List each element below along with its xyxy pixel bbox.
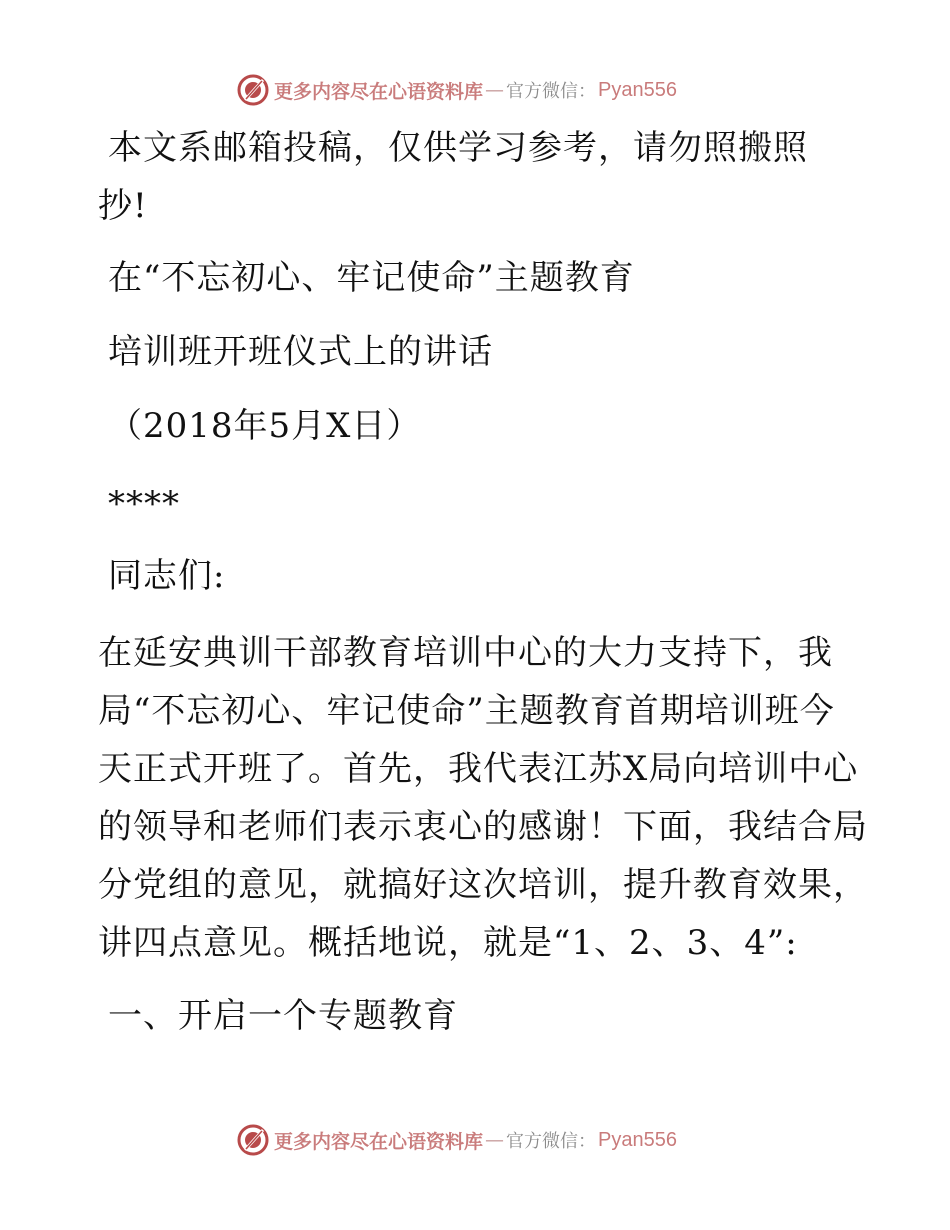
body-line: 的领导和老师们表示衷心的感谢！下面，我结合局 bbox=[98, 807, 868, 847]
body-line: 分党组的意见，就搞好这次培训，提升教育效果， bbox=[98, 865, 868, 905]
date-line: （2018年5月X日） bbox=[108, 406, 422, 446]
body-line: 讲四点意见。概括地说，就是“1、2、3、4”: bbox=[98, 923, 798, 963]
notice-line-2: 抄! bbox=[98, 186, 148, 226]
watermark-account: Pyan556 bbox=[598, 1128, 677, 1151]
title-line-2: 培训班开班仪式上的讲话 bbox=[108, 332, 493, 372]
watermark-dash: — bbox=[485, 79, 505, 101]
notice-line-1: 本文系邮箱投稿，仅供学习参考，请勿照搬照 bbox=[108, 128, 808, 168]
body-line: 天正式开班了。首先，我代表江苏X局向培训中心 bbox=[98, 749, 859, 789]
section-heading: 一、开启一个专题教育 bbox=[108, 996, 458, 1036]
body-paragraph bbox=[98, 624, 868, 972]
watermark-label: 官方微信： bbox=[506, 1131, 597, 1152]
watermark-label: 官方微信： bbox=[506, 81, 597, 102]
title-line-1: 在“不忘初心、牢记使命”主题教育 bbox=[108, 258, 635, 298]
body-line: 在延安典训干部教育培训中心的大力支持下，我 bbox=[98, 633, 833, 673]
body-line: 局“不忘初心、牢记使命”主题教育首期培训班今 bbox=[98, 691, 835, 731]
watermark-title: 更多内容尽在心语资料库 bbox=[274, 1130, 484, 1153]
author-line: **** bbox=[108, 484, 180, 524]
salutation: 同志们: bbox=[108, 556, 226, 596]
watermark-account: Pyan556 bbox=[598, 78, 677, 101]
watermark-title: 更多内容尽在心语资料库 bbox=[274, 80, 484, 103]
pen-logo-icon bbox=[236, 1123, 270, 1157]
watermark-dash: — bbox=[485, 1129, 505, 1151]
footer-watermark bbox=[236, 1122, 677, 1158]
